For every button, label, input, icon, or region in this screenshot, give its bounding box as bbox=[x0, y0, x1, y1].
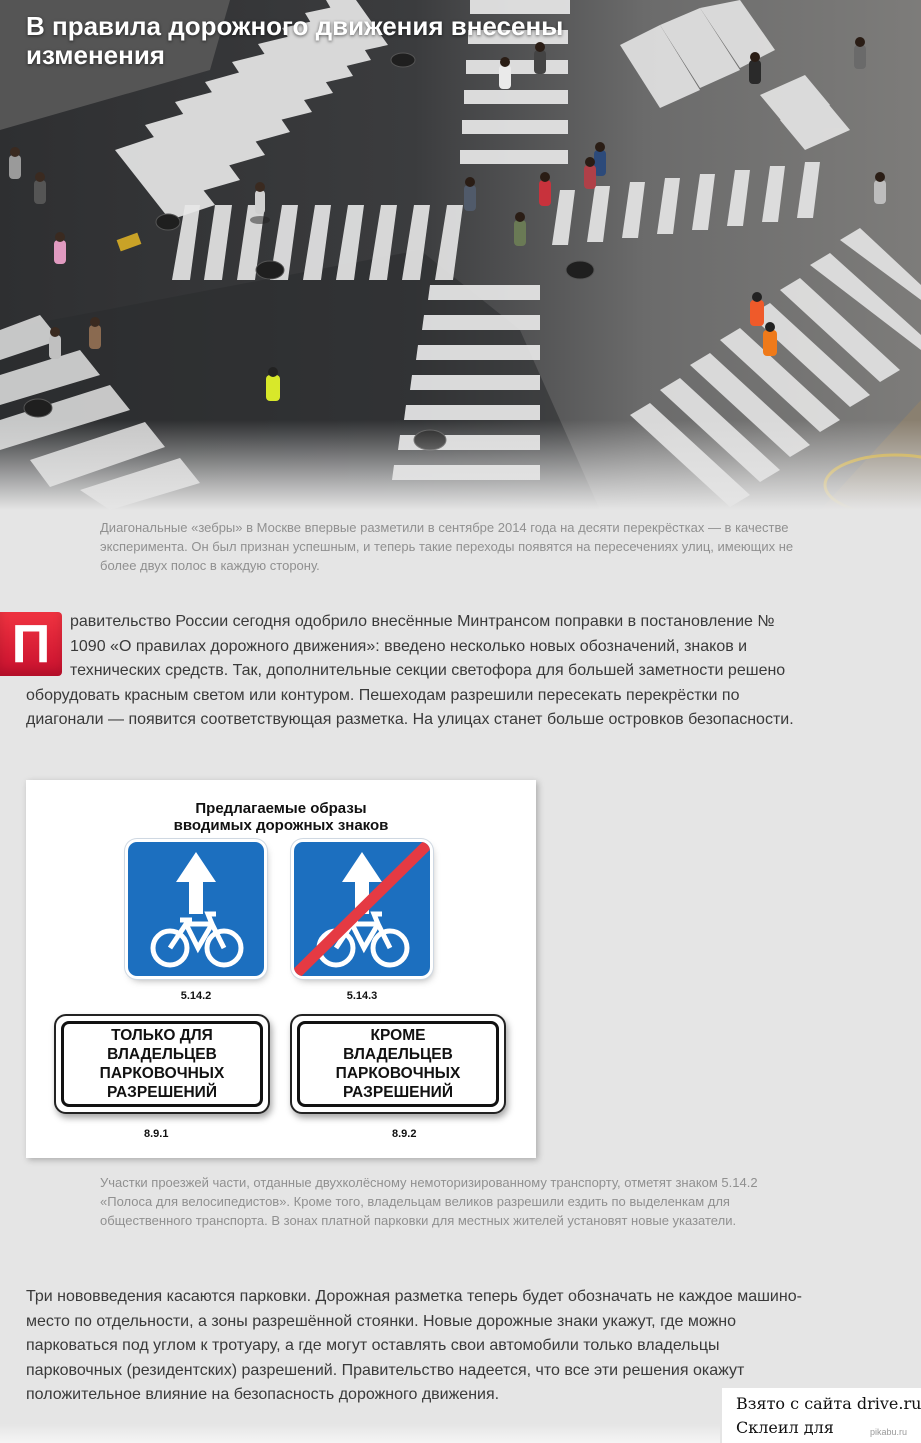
article-title: В правила дорожного движения внесены изменения bbox=[26, 11, 564, 70]
sign-2-code: 5.14.3 bbox=[346, 990, 378, 1002]
footer-strip bbox=[0, 1424, 720, 1443]
signs-caption: Участки проезжей части, отданные двухколёсному немоторизированному транспорту, отметят знаком 5.14.2 «Полоса для велосипедистов». Кроме того, владельцам великов разрешили ездить по выделенкам для общественного транспорта. В зонах платной парковки для местных жителей установят новые указатели. bbox=[100, 1175, 758, 1228]
watermark: pikabu.ru bbox=[870, 1427, 908, 1437]
bicycle-lane-end-icon bbox=[294, 842, 430, 976]
paragraph-1-text: равительство России сегодня одобрило внесённые Минтрансом поправки в постановление № 1090 «О правилах дорожного движения»: введено несколько новых обозначений, знаков и технических средств. Так, дополнительные секции светофора для большей заметности решено оборудовать красным светом или контуром. Пешеходам разрешили пересекать перекрёстки по диагонали — появится соответствующая разметка. На улицах станет больше островков безопасности. bbox=[26, 613, 794, 728]
plate-permit-holders-only bbox=[54, 1014, 270, 1114]
plate-except-permit-holders bbox=[290, 1014, 506, 1114]
plate-1-text: ТОЛЬКО ДЛЯ ВЛАДЕЛЬЦЕВ ПАРКОВОЧНЫХ РАЗРЕШЕНИЙ bbox=[61, 1021, 263, 1107]
signs-title-line-2: вводимых дорожных знаков bbox=[173, 817, 389, 834]
bicycle-lane-icon bbox=[128, 842, 264, 976]
plate-2-text: КРОМЕ ВЛАДЕЛЬЦЕВ ПАРКОВОЧНЫХ РАЗРЕШЕНИЙ bbox=[297, 1021, 499, 1107]
signs-figure-title bbox=[26, 800, 536, 834]
sign-bicycle-lane bbox=[128, 842, 264, 976]
sign-bicycle-lane-end bbox=[294, 842, 430, 976]
plate-2-code: 8.9.2 bbox=[392, 1128, 417, 1140]
dropcap-letter: П bbox=[0, 612, 62, 676]
plate-1-code: 8.9.1 bbox=[144, 1128, 169, 1140]
article-paragraph-2: Три нововведения касаются парковки. Дорожная разметка теперь будет обозначать не каждое машино-место по отдельности, а зоны разрешённой стоянки. Новые дорожные знаки укажут, где можно парковаться под углом к тротуару, а где могут оставлять свои автомобили только владельцы парковочных (резидентских) разрешений. Правительство надеется, что все эти решения окажут положительное влияние на безопасность дорожного движения. bbox=[26, 1288, 802, 1403]
article-paragraph-1 bbox=[11, 610, 806, 733]
photo-caption: Диагональные «зебры» в Москве впервые разметили в сентябре 2014 года на десяти перекрёстках — в качестве эксперимента. Он был признан успешным, и теперь такие переходы появятся на пересечениях улиц, имеющих не более двух полос в каждую сторону. bbox=[100, 520, 794, 573]
sign-1-code: 5.14.2 bbox=[180, 990, 212, 1002]
credit-text: Взято с сайта drive.ru Склеил для bbox=[736, 1394, 921, 1437]
road-signs-figure bbox=[26, 780, 536, 1158]
hero-photo bbox=[0, 0, 921, 510]
photo-fade bbox=[0, 420, 921, 510]
signs-title-line-1: Предлагаемые образы bbox=[195, 800, 367, 817]
